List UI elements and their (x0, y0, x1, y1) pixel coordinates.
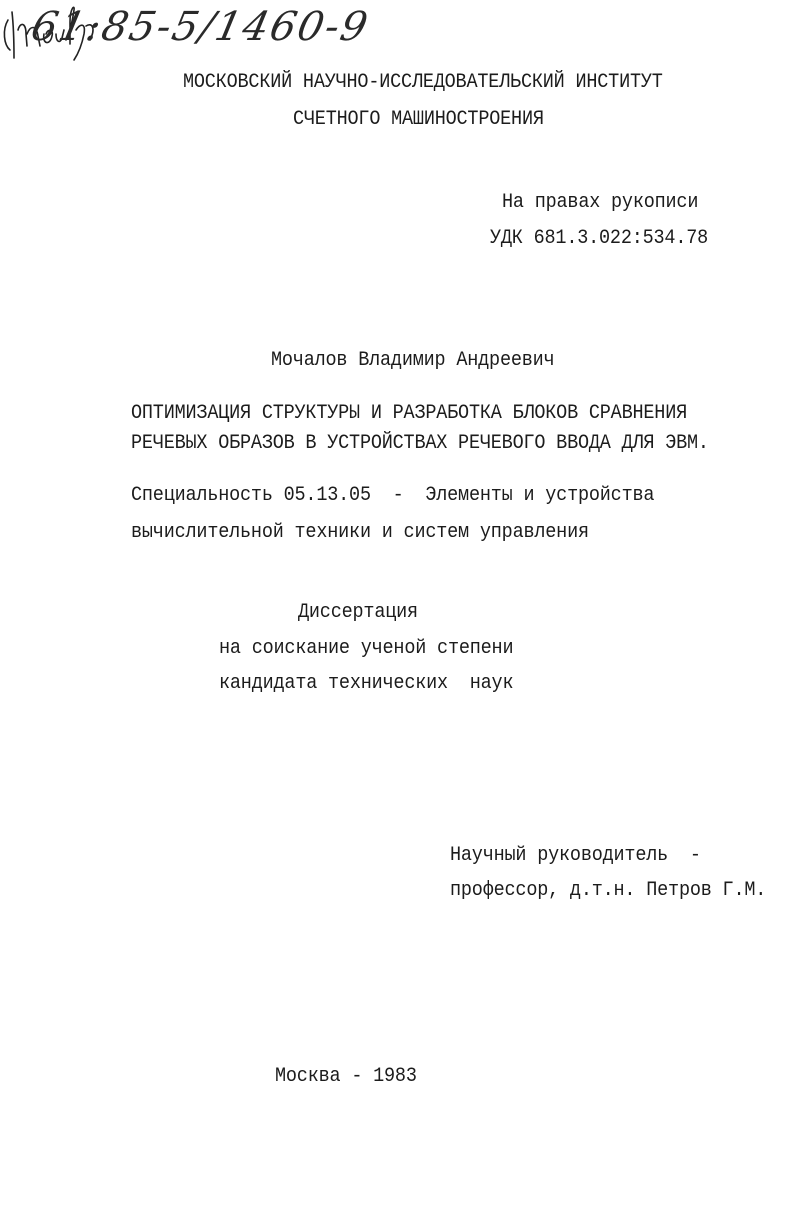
supervisor-name: профессор, д.т.н. Петров Г.М. (450, 878, 767, 902)
institute-line-2: СЧЕТНОГО МАШИНОСТРОЕНИЯ (293, 107, 544, 131)
manuscript-rights: На правах рукописи (502, 190, 699, 214)
thesis-title-line-1: ОПТИМИЗАЦИЯ СТРУКТУРЫ И РАЗРАБОТКА БЛОКОВ СРАВНЕНИЯ (131, 401, 687, 425)
archive-code-handwritten: 61:85-5/1460-9 (27, 4, 374, 50)
specialty-line-2: вычислительной техники и систем управления (131, 520, 589, 544)
degree-line-2: кандидата технических наук (219, 671, 514, 695)
degree-line-1: на соискание ученой степени (219, 636, 514, 660)
dissertation-label: Диссертация (298, 600, 418, 624)
thesis-title-line-2: РЕЧЕВЫХ ОБРАЗОВ В УСТРОЙСТВАХ РЕЧЕВОГО ВВОДА ДЛЯ ЭВМ. (131, 431, 709, 455)
supervisor-label: Научный руководитель - (450, 843, 701, 867)
place-and-year: Москва - 1983 (275, 1064, 417, 1088)
author-name: Мочалов Владимир Андреевич (271, 348, 555, 372)
specialty-line-1: Специальность 05.13.05 - Элементы и устройства (131, 483, 655, 507)
institute-line-1: МОСКОВСКИЙ НАУЧНО-ИССЛЕДОВАТЕЛЬСКИЙ ИНСТИТУТ (183, 70, 663, 94)
udc-code: УДК 681.3.022:534.78 (490, 226, 709, 250)
